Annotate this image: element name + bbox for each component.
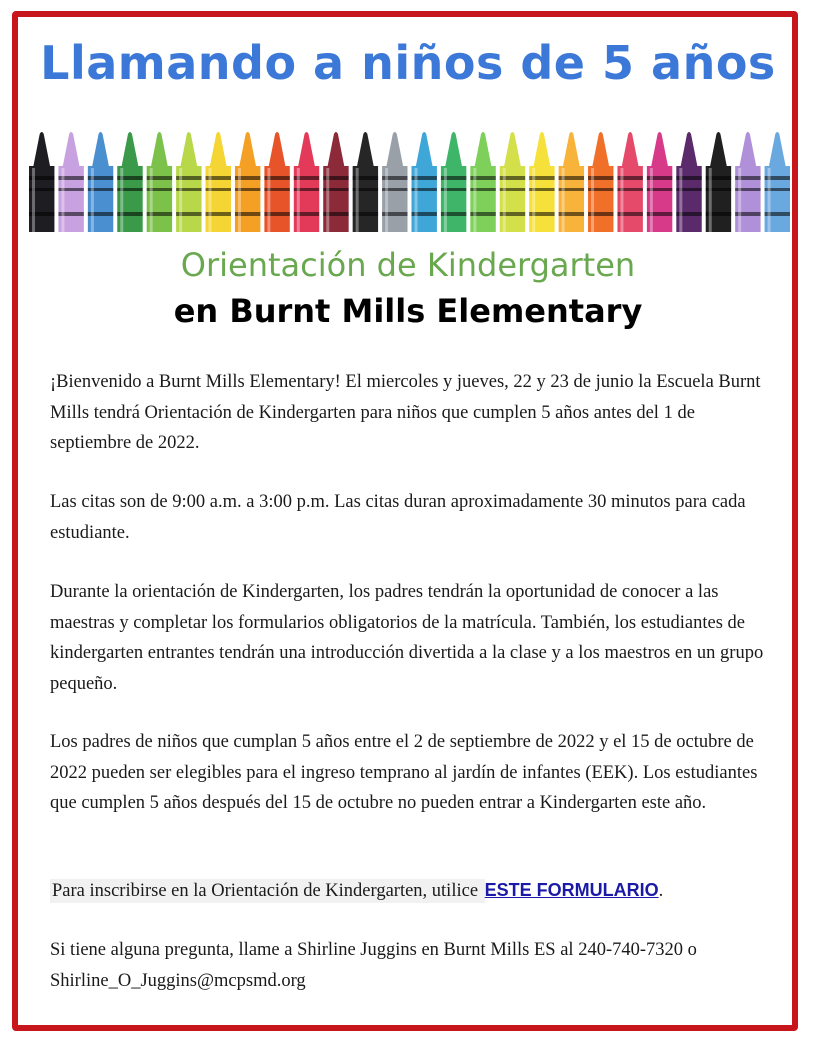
registration-line [50,875,776,907]
crayon [676,132,701,232]
crayon [470,132,495,232]
crayon [294,132,319,232]
registration-paragraph [50,875,776,907]
appointments-text: Las citas son de 9:00 a.m. a 3:00 p.m. Las citas duran aproximadamente 30 minutos para cada estudiante. [50,492,746,543]
crayon [559,132,584,232]
crayon [735,132,760,232]
crayon [706,132,731,232]
crayon [176,132,201,232]
crayon [323,132,348,232]
crayon [58,132,83,232]
crayon [382,132,407,232]
welcome-paragraph [50,367,776,459]
contact-paragraph [50,935,776,996]
orientation-details-text: Durante la orientación de Kindergarten, los padres tendrán la oportunidad de conocer a las maestras y completar los formularios obligatorios de la matrícula. También, los estudiantes de kindergarten entrantes tendrán una introducción divertida a la clase y a los maestros en un grupo pequeño. [50,582,764,694]
crayon [117,132,142,232]
registration-form-link[interactable]: ESTE FORMULARIO [484,880,659,900]
orientation-details-paragraph [50,577,776,699]
crayon [29,132,54,232]
orientation-heading: Orientación de Kindergarten [180,246,636,284]
appointments-paragraph [50,487,776,548]
crayon [235,132,260,232]
crayon [529,132,554,232]
registration-period: . [658,881,664,901]
page-title: Llamando a niños de 5 años [40,36,776,90]
eligibility-paragraph [50,727,776,819]
crayon [88,132,113,232]
crayon [353,132,378,232]
contact-text: Si tiene alguna pregunta, llame a Shirline Juggins en Burnt Mills ES al 240-740-7320 o Shirline_O_Juggins@mcpsmd.org [50,940,697,991]
crayon [647,132,672,232]
eligibility-text: Los padres de niños que cumplan 5 años entre el 2 de septiembre de 2022 y el 15 de octubre de 2022 pueden ser elegibles para el ingreso temprano al jardín de infantes (EEK). Los estudiantes que cumplen 5 años después del 15 de octubre no pueden entrar a Kindergarten este año. [50,732,758,813]
crayon [765,132,790,232]
crayon [206,132,231,232]
crayon [617,132,642,232]
crayon [588,132,613,232]
crayon [264,132,289,232]
welcome-text: ¡Bienvenido a Burnt Mills Elementary! El miercoles y jueves, 22 y 23 de junio la Escuela Burnt Mills tendrá Orientación de Kindergarten para niños que cumplen 5 años antes del 1 de septiembre de 2022. [50,372,761,453]
crayon [441,132,466,232]
registration-text: Para inscribirse en la Orientación de Kindergarten, utilice [52,881,483,901]
crayon [500,132,525,232]
crayon [412,132,437,232]
crayons-banner-image [27,128,792,232]
school-heading: en Burnt Mills Elementary [173,292,643,330]
crayon [147,132,172,232]
